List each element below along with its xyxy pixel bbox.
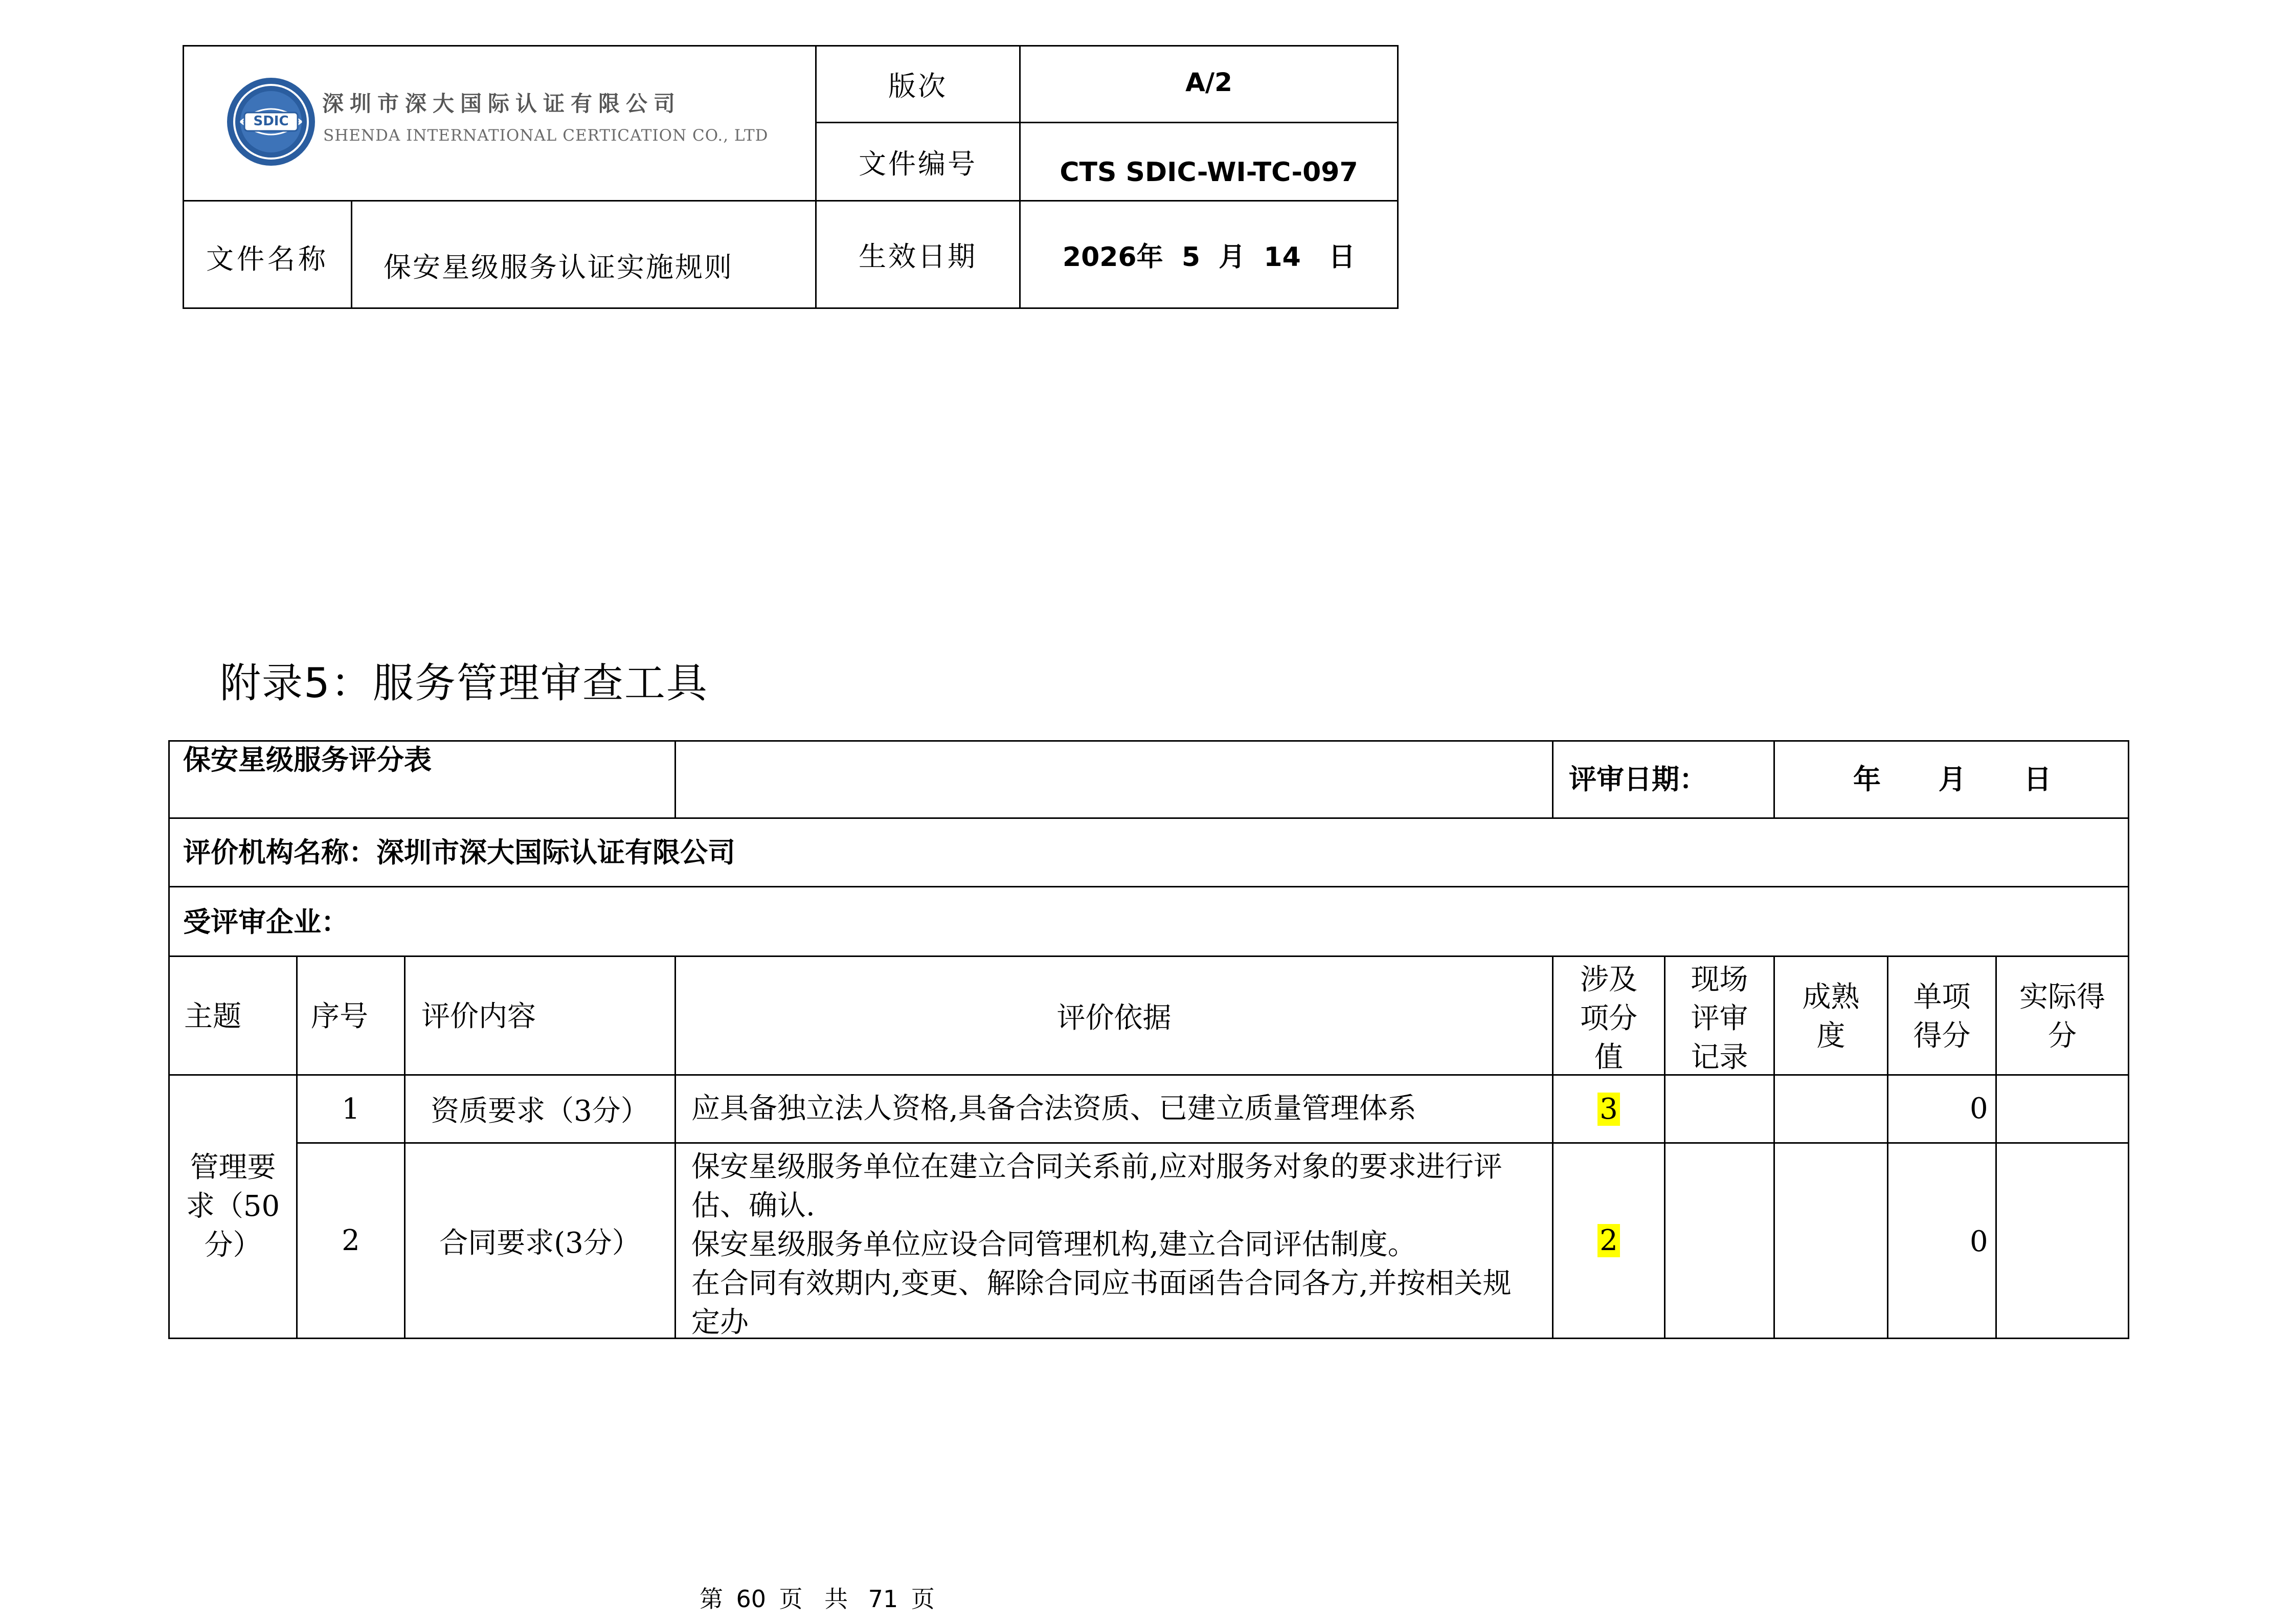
column-header-topic: 主题: [184, 1000, 241, 1033]
row-involved-score: [1554, 1144, 1664, 1338]
row-basis: 保安星级服务单位在建立合同关系前,应对服务对象的要求进行评 估、确认. 保安星级服务单位应设合同管理机构,建立合同评估制度。 在合同有效期内,变更、解除合同应书面函告合同各方,并按相关规 定办: [691, 1150, 1512, 1339]
row-involved-score: [1554, 1076, 1664, 1142]
page-footer: 第 60 页 共 71 页: [700, 1585, 935, 1613]
row-seq: 1: [342, 1092, 360, 1126]
column-header-onsite-record: 现场 评审 记录: [1691, 963, 1748, 1074]
row-single-score: 0: [1970, 1092, 1988, 1125]
company-name-cn: 深圳市深大国际认证有限公司: [322, 91, 682, 116]
doc-name-value: 保安星级服务认证实施规则: [384, 251, 733, 283]
appendix-title: 附录5：服务管理审查工具: [220, 659, 708, 707]
logo-text: SDIC: [253, 114, 289, 129]
doc-name-label: 文件名称: [206, 243, 329, 275]
review-date-value: 年 月 日: [1853, 763, 2052, 795]
doc-number-value: CTS SDIC-WI-TC-097: [1060, 157, 1358, 188]
highlight-mark: 3: [1597, 1093, 1620, 1126]
row-seq: 2: [342, 1224, 360, 1257]
column-header-involved-score: 涉及 项分 值: [1580, 963, 1637, 1074]
version-label: 版次: [888, 70, 948, 102]
row-content: 合同要求(3分）: [439, 1226, 641, 1260]
version-value: A/2: [1185, 68, 1232, 97]
row-basis: 应具备独立法人资格,具备合法资质、已建立质量管理体系: [691, 1092, 1416, 1125]
highlight-mark: 2: [1597, 1224, 1620, 1257]
reviewed-enterprise-line: 受评审企业：: [183, 906, 349, 938]
effective-date-label: 生效日期: [859, 240, 977, 273]
column-header-content: 评价内容: [421, 1000, 536, 1033]
company-name-en: SHENDA INTERNATIONAL CERTICATION CO., LTD: [323, 126, 769, 145]
column-header-actual-score: 实际得 分: [2019, 981, 2105, 1053]
column-header-basis: 评价依据: [1056, 1001, 1172, 1035]
review-date-label: 评审日期：: [1569, 763, 1707, 795]
effective-date-value: 2026年 5 月 14 日: [1062, 242, 1356, 273]
evaluation-org-line: 评价机构名称：深圳市深大国际认证有限公司: [183, 836, 735, 869]
page-number: 60: [736, 1585, 767, 1613]
column-header-single-score: 单项 得分: [1913, 981, 1971, 1053]
column-header-seq: 序号: [311, 1000, 368, 1033]
page-total: 71: [868, 1585, 898, 1613]
row-content: 资质要求（3分）: [431, 1095, 649, 1128]
form-title: 保安星级服务评分表: [183, 744, 432, 776]
doc-number-label: 文件编号: [859, 147, 977, 180]
row-single-score: 0: [1970, 1225, 1988, 1258]
group-topic-management: 管理要 求（50 分）: [186, 1151, 280, 1262]
company-logo: [225, 76, 772, 168]
column-header-maturity: 成熟 度: [1802, 981, 1860, 1053]
